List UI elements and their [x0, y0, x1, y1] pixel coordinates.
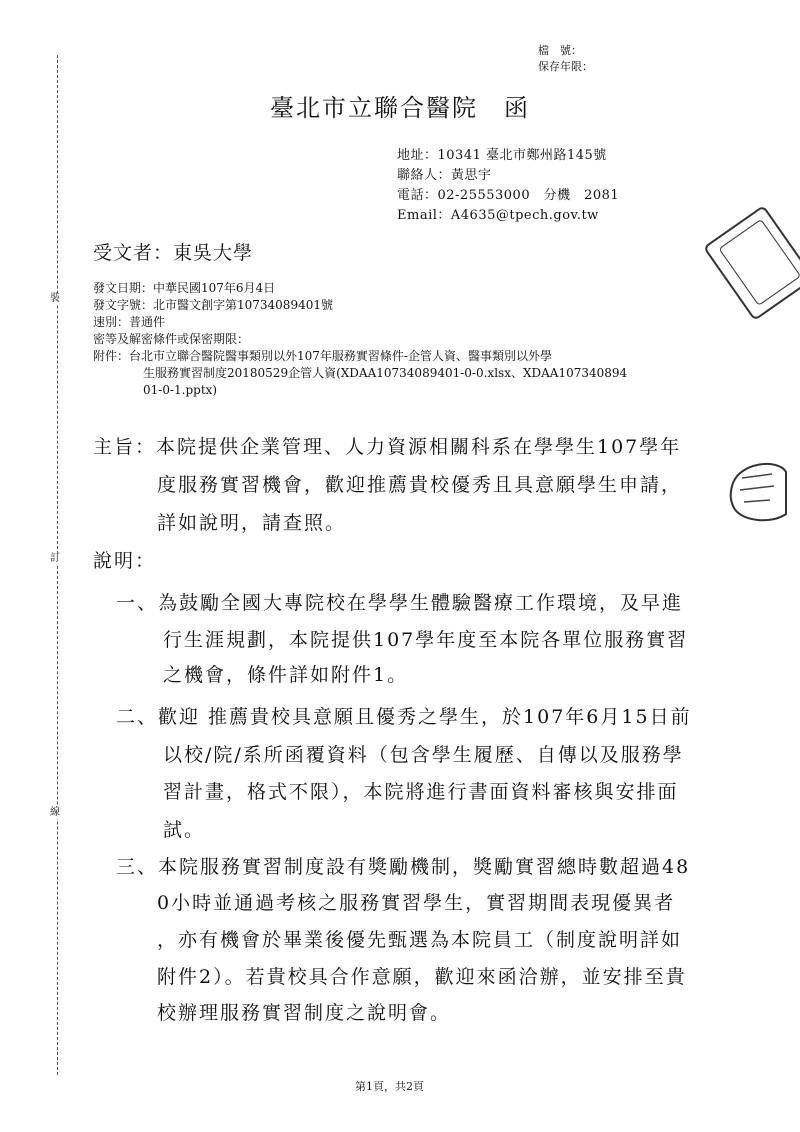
item-2-line-3: 習計畫，格式不限），本院將進行書面資料審核與安排面	[163, 781, 679, 803]
subject-line-1: 主旨：本院提供企業管理、人力資源相關科系在學學生107學年	[93, 436, 682, 458]
item-2-line-2: 以校/院/系所函覆資料（包含學生履歷、自傳以及服務學	[163, 744, 684, 766]
item-2-line-1: 二、歡迎 推薦貴校具意願且優秀之學生，於107年6月15日前	[116, 706, 692, 728]
item-3-line-5: 校辦理服務實習制度之說明會。	[157, 1002, 452, 1024]
page-footer: 第1頁，共2頁	[355, 1080, 424, 1093]
file-number-label: 檔 號：	[538, 44, 582, 57]
document-title: 臺北市立聯合醫院 函	[270, 94, 530, 122]
item-1-line-3: 之機會，條件詳如附件1。	[163, 664, 409, 686]
attachment-line-3: 01-0-1.pptx)	[143, 383, 218, 397]
contact-person: 聯絡人：黃思宇	[397, 168, 492, 183]
meta-block	[93, 280, 627, 399]
item-3-line-1: 三、本院服務實習制度設有獎勵機制，獎勵實習總時數超過48	[116, 856, 691, 878]
secrecy-level: 密等及解密條件或保密期限：	[93, 332, 250, 346]
partial-seal-stamp-top	[703, 205, 800, 321]
contact-block	[397, 146, 619, 226]
contact-phone: 電話：02-25553000 分機 2081	[397, 188, 620, 203]
binding-line	[57, 55, 58, 1075]
attachment-line-1: 附件：台北市立聯合醫院醫事類別以外107年服務實習條件-企管人資、醫事類別以外學	[93, 349, 552, 363]
recipient: 受文者：東吳大學	[93, 242, 254, 264]
delivery-speed: 速別：普通件	[93, 315, 166, 329]
issue-number: 發文字號：北市醫文創字第10734089401號	[93, 298, 333, 312]
item-1-line-2: 行生涯規劃，本院提供107學年度至本院各單位服務實習	[163, 629, 689, 651]
binding-mark-bind: 訂	[50, 553, 60, 564]
contact-email: Email：A4635@tpech.gov.tw	[397, 208, 599, 223]
attachment-line-2: 生服務實習制度20180529企管人資(XDAA10734089401-0-0.xlsx、XDAA107340894	[143, 366, 628, 380]
item-3-line-2: 0小時並通過考核之服務實習學生，實習期間表現優異者	[157, 892, 676, 914]
explanation-heading: 說明：	[93, 550, 157, 572]
retention-label: 保存年限：	[538, 60, 593, 73]
item-3-line-3: ，亦有機會於畢業後優先甄選為本院員工（制度說明詳如	[157, 929, 683, 951]
item-2-line-4: 試。	[163, 819, 206, 841]
item-1-line-1: 一、為鼓勵全國大專院校在學學生體驗醫療工作環境，及早進	[116, 592, 684, 614]
contact-address: 地址：10341 臺北市鄭州路145號	[397, 148, 607, 163]
binding-mark-line: 線	[50, 807, 60, 818]
issue-date: 發文日期：中華民國107年6月4日	[93, 281, 276, 295]
subject-line-2: 度服務實習機會，歡迎推薦貴校優秀且具意願學生申請，	[157, 474, 683, 496]
binding-mark-staple: 裝	[50, 293, 60, 304]
item-3-line-4: 附件2）。若貴校具合作意願，歡迎來函洽辦，並安排至貴	[157, 966, 687, 988]
partial-seal-stamp-middle	[728, 456, 788, 526]
subject-line-3: 詳如說明，請查照。	[157, 512, 347, 534]
